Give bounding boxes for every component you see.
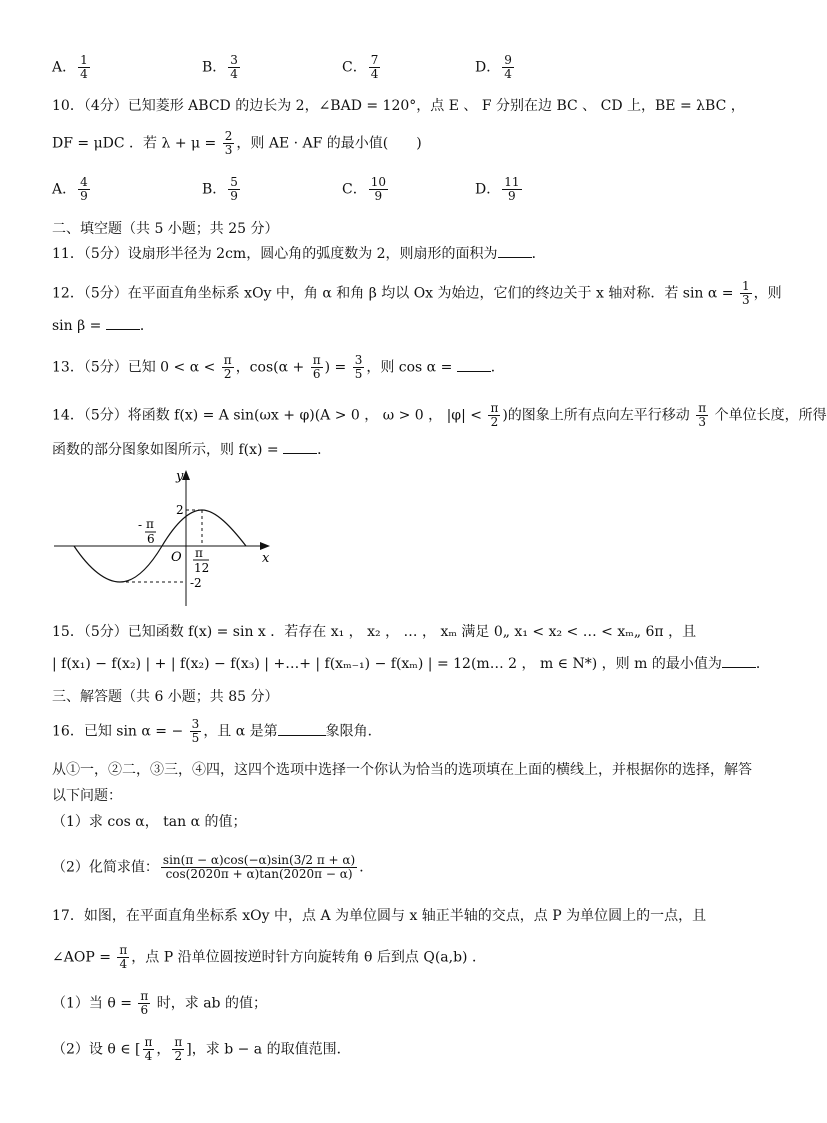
denominator: 3 bbox=[224, 143, 233, 157]
q10-condition: DF = μDC ．若 λ + μ = bbox=[52, 135, 221, 152]
q10-option-b bbox=[202, 176, 242, 203]
q13-text: ) = bbox=[324, 359, 351, 376]
numerator: 4 bbox=[80, 175, 88, 189]
q13: 13．（5分）已知 0 < α < $\frac{\pi}{2}$ ，cos(α + $\frac{\pi}{6}$ ) = $\frac{3}{5}$ ，则 cos α = ． bbox=[52, 353, 505, 381]
q13-text: ，cos(α + bbox=[235, 359, 309, 376]
q12-text-end: ，则 bbox=[753, 285, 782, 302]
x-axis-arrow bbox=[260, 542, 270, 550]
q12-line2: sin β = ． bbox=[52, 318, 154, 334]
q16-part2: （2）化简求值： $\frac{\sin(\pi - \alpha)\cos(-\alpha)\sin(3/2 \pi + \alpha)}{\cos(2020\pi + \alpha)\tan(2020\pi - \alpha)}$ ． bbox=[52, 853, 374, 881]
denominator: 5 bbox=[191, 731, 200, 745]
numerator: π bbox=[119, 943, 128, 957]
denominator: 4 bbox=[144, 1049, 153, 1063]
option-label: C． bbox=[342, 59, 367, 76]
option-label: A． bbox=[52, 59, 77, 76]
q16-part1-text: （1）求 cos α， tan α 的值； bbox=[52, 814, 247, 830]
q10-option-d bbox=[475, 176, 524, 203]
denominator: 9 bbox=[508, 189, 516, 203]
q13-text: 13．（5分）已知 0 < α < bbox=[52, 359, 220, 376]
q17-part2 bbox=[52, 1036, 351, 1063]
q15-line1 bbox=[52, 622, 696, 642]
left-tick-sign: - bbox=[138, 518, 143, 532]
denominator: 9 bbox=[80, 189, 88, 203]
q16-line2 bbox=[52, 760, 752, 780]
q17-part2-text: ， bbox=[156, 1041, 171, 1058]
option-fraction bbox=[228, 54, 240, 81]
max-label: 2 bbox=[176, 503, 184, 517]
denominator: cos(2020π + α)tan(2020π − α) bbox=[165, 867, 353, 881]
numerator: π bbox=[312, 353, 321, 367]
option-label: D． bbox=[475, 181, 501, 198]
numerator: π bbox=[698, 401, 707, 415]
denominator: 9 bbox=[374, 189, 383, 203]
q10-line1 bbox=[52, 96, 745, 116]
q17-fraction bbox=[138, 990, 150, 1017]
right-tick-num: π bbox=[195, 546, 203, 560]
q17-text: ，点 P 沿单位圆按逆时针方向旋转角 θ 后到点 Q(a,b) ． bbox=[131, 949, 486, 966]
numerator: π bbox=[223, 353, 232, 367]
q11: 11．（5分）设扇形半径为 2cm，圆心角的弧度数为 2，则扇形的面积为 ． bbox=[52, 246, 546, 262]
denominator: 4 bbox=[80, 67, 88, 81]
option-fraction bbox=[78, 54, 90, 81]
q17-part2-text: ]，求 b − a 的取值范围． bbox=[186, 1041, 351, 1058]
numerator: π bbox=[144, 1035, 153, 1049]
q17-line2 bbox=[52, 944, 486, 971]
q16-instructions: 从①一，②二，③三，④四，这四个选项中选择一个你认为恰当的选项填在上面的横线上，并根据你的选择，解答 bbox=[52, 762, 752, 778]
q9-option-a bbox=[52, 54, 92, 81]
option-label: A． bbox=[52, 181, 77, 198]
q14-fraction bbox=[696, 402, 708, 429]
numerator: 1 bbox=[80, 53, 88, 67]
q14-line2: 函数的部分图象如图所示，则 f(x) = ． bbox=[52, 442, 332, 458]
numerator: 9 bbox=[504, 53, 512, 67]
q9-option-d bbox=[475, 54, 516, 81]
q14-text: 14．（5分）将函数 f(x) = A sin(ωx + φ)(A > 0 ， ω > 0 ， |φ| < bbox=[52, 407, 487, 424]
q10-stem: 10．（4分）已知菱形 ABCD 的边长为 2，∠BAD = 120°，点 E 、 F 分别在边 BC 、 CD 上， bbox=[52, 98, 656, 114]
option-label: B． bbox=[202, 59, 227, 76]
option-fraction bbox=[78, 176, 90, 203]
section-fill-in-heading: 二、填空题（共 5 小题；共 25 分） bbox=[52, 221, 279, 237]
q14-text: )的图象上所有点向左平行移动 bbox=[502, 407, 695, 424]
left-tick-num: π bbox=[146, 517, 154, 531]
denominator: 4 bbox=[119, 957, 128, 971]
q10-vector-relation: BE = λBC ， bbox=[655, 98, 745, 114]
q13-fraction bbox=[311, 354, 323, 381]
q10-fraction bbox=[223, 130, 235, 157]
q16-part2-text: （2）化简求值： bbox=[52, 859, 159, 876]
denominator: 5 bbox=[354, 367, 363, 381]
origin-label: O bbox=[171, 550, 182, 565]
function-graph bbox=[50, 466, 280, 612]
section-solutions-heading: 三、解答题（共 6 小题；共 85 分） bbox=[52, 689, 279, 705]
right-tick-den: 12 bbox=[194, 561, 210, 575]
q9-option-c bbox=[342, 54, 382, 81]
denominator: 9 bbox=[230, 189, 238, 203]
q9-option-b bbox=[202, 54, 242, 81]
q12-line1 bbox=[52, 280, 782, 307]
q13-fraction bbox=[222, 354, 234, 381]
q17-text: ∠AOP = bbox=[52, 949, 116, 966]
option-label: B． bbox=[202, 181, 227, 198]
q10-option-a bbox=[52, 176, 92, 203]
numerator: 3 bbox=[191, 717, 200, 731]
numerator: 7 bbox=[370, 53, 379, 67]
q16-text: 16．已知 sin α = − bbox=[52, 723, 188, 740]
q12-sin-beta: sin β = bbox=[52, 318, 106, 334]
left-tick-den: 6 bbox=[147, 532, 155, 546]
q17-fraction bbox=[117, 944, 129, 971]
denominator: 2 bbox=[174, 1049, 183, 1063]
answer-blank[interactable] bbox=[457, 359, 491, 372]
q17-part1-text: （1）当 θ = bbox=[52, 995, 137, 1012]
denominator: 4 bbox=[370, 67, 379, 81]
q14-text: 函数的部分图象如图所示，则 f(x) = bbox=[52, 442, 284, 458]
q15-text: | f(x₁) − f(x₂) | + | f(x₂) − f(x₃) | +…+ | f(xₘ₋₁) − f(xₘ) | = 12(m… 2 ， m ∈ N*) ，则 m 的最小值为 bbox=[52, 656, 722, 672]
x-axis-label: x bbox=[262, 551, 270, 566]
q16-line3 bbox=[52, 786, 122, 806]
q10-option-c bbox=[342, 176, 390, 203]
numerator: π bbox=[174, 1035, 183, 1049]
q15-text: 15．（5分）已知函数 f(x) = sin x ．若存在 x₁ ， x₂ ， … ， xₘ 满足 0„ x₁ < x₂ < … < xₘ„ 6π ，且 bbox=[52, 624, 697, 640]
denominator: 3 bbox=[741, 293, 750, 307]
numerator: 5 bbox=[230, 175, 238, 189]
q17-fraction bbox=[143, 1036, 155, 1063]
q10-question: ，则 AE · AF 的最小值( ) bbox=[236, 135, 422, 152]
answer-blank[interactable] bbox=[283, 441, 317, 454]
q16-line1 bbox=[52, 718, 382, 745]
option-fraction bbox=[369, 176, 388, 203]
numerator: 3 bbox=[230, 53, 238, 67]
q17-text: 17．如图，在平面直角坐标系 xOy 中，点 A 为单位圆与 x 轴正半轴的交点，点 P 为单位圆上的一点，且 bbox=[52, 908, 707, 924]
q16-text: ，且 α 是第 bbox=[203, 723, 278, 740]
denominator: 2 bbox=[223, 367, 232, 381]
denominator: 2 bbox=[490, 415, 499, 429]
q16-text: 象限角． bbox=[325, 723, 382, 740]
numerator: 10 bbox=[370, 175, 386, 189]
option-fraction bbox=[502, 176, 521, 203]
q13-fraction bbox=[353, 354, 365, 381]
quadrant-blank[interactable] bbox=[278, 723, 326, 736]
numerator: π bbox=[140, 989, 149, 1003]
q16-expression bbox=[161, 854, 357, 881]
q17-part2-text: （2）设 θ ∈ [ bbox=[52, 1041, 141, 1058]
denominator: 6 bbox=[312, 367, 321, 381]
option-fraction bbox=[228, 176, 240, 203]
answer-blank[interactable] bbox=[722, 655, 756, 668]
numerator: 3 bbox=[354, 353, 363, 367]
q14-text: 个单位长度，所得 bbox=[710, 407, 827, 424]
q17-fraction bbox=[172, 1036, 184, 1063]
option-fraction bbox=[502, 54, 514, 81]
answer-blank[interactable] bbox=[498, 245, 532, 258]
q11-text: 11．（5分）设扇形半径为 2cm，圆心角的弧度数为 2，则扇形的面积为 bbox=[52, 246, 498, 262]
q16-instructions-end: 以下问题： bbox=[52, 788, 122, 804]
option-fraction bbox=[369, 54, 381, 81]
numerator: 2 bbox=[224, 129, 233, 143]
option-label: C． bbox=[342, 181, 367, 198]
q13-text: ，则 cos α = bbox=[366, 359, 457, 376]
numerator: 1 bbox=[741, 279, 750, 293]
q17-part1-text: 时，求 ab 的值； bbox=[152, 995, 267, 1012]
q14-line1 bbox=[52, 402, 827, 429]
q16-fraction bbox=[190, 718, 202, 745]
q14-fraction bbox=[488, 402, 500, 429]
denominator: 4 bbox=[504, 67, 512, 81]
option-label: D． bbox=[475, 59, 501, 76]
denominator: 3 bbox=[698, 415, 707, 429]
y-axis-label: y bbox=[176, 469, 184, 484]
numerator: 11 bbox=[504, 175, 520, 189]
q15-line2: | f(x₁) − f(x₂) | + | f(x₂) − f(x₃) | +…+ | f(xₘ₋₁) − f(xₘ) | = 12(m… 2 ， m ∈ N*) ，则 m 的最小值为 ． bbox=[52, 656, 770, 672]
q12-text: 12．（5分）在平面直角坐标系 xOy 中，角 α 和角 β 均以 Ox 为始边，它们的终边关于 x 轴对称．若 sin α = bbox=[52, 285, 738, 302]
q16-part1 bbox=[52, 812, 247, 832]
q10-line2 bbox=[52, 130, 422, 157]
numerator: sin(π − α)cos(−α)sin(3/2 π + α) bbox=[162, 853, 356, 867]
answer-blank[interactable] bbox=[106, 317, 140, 330]
min-label: -2 bbox=[190, 576, 202, 590]
denominator: 4 bbox=[230, 67, 238, 81]
q17-line1 bbox=[52, 906, 706, 926]
numerator: π bbox=[490, 401, 499, 415]
denominator: 6 bbox=[140, 1003, 149, 1017]
q17-part1 bbox=[52, 990, 267, 1017]
q12-fraction bbox=[740, 280, 752, 307]
